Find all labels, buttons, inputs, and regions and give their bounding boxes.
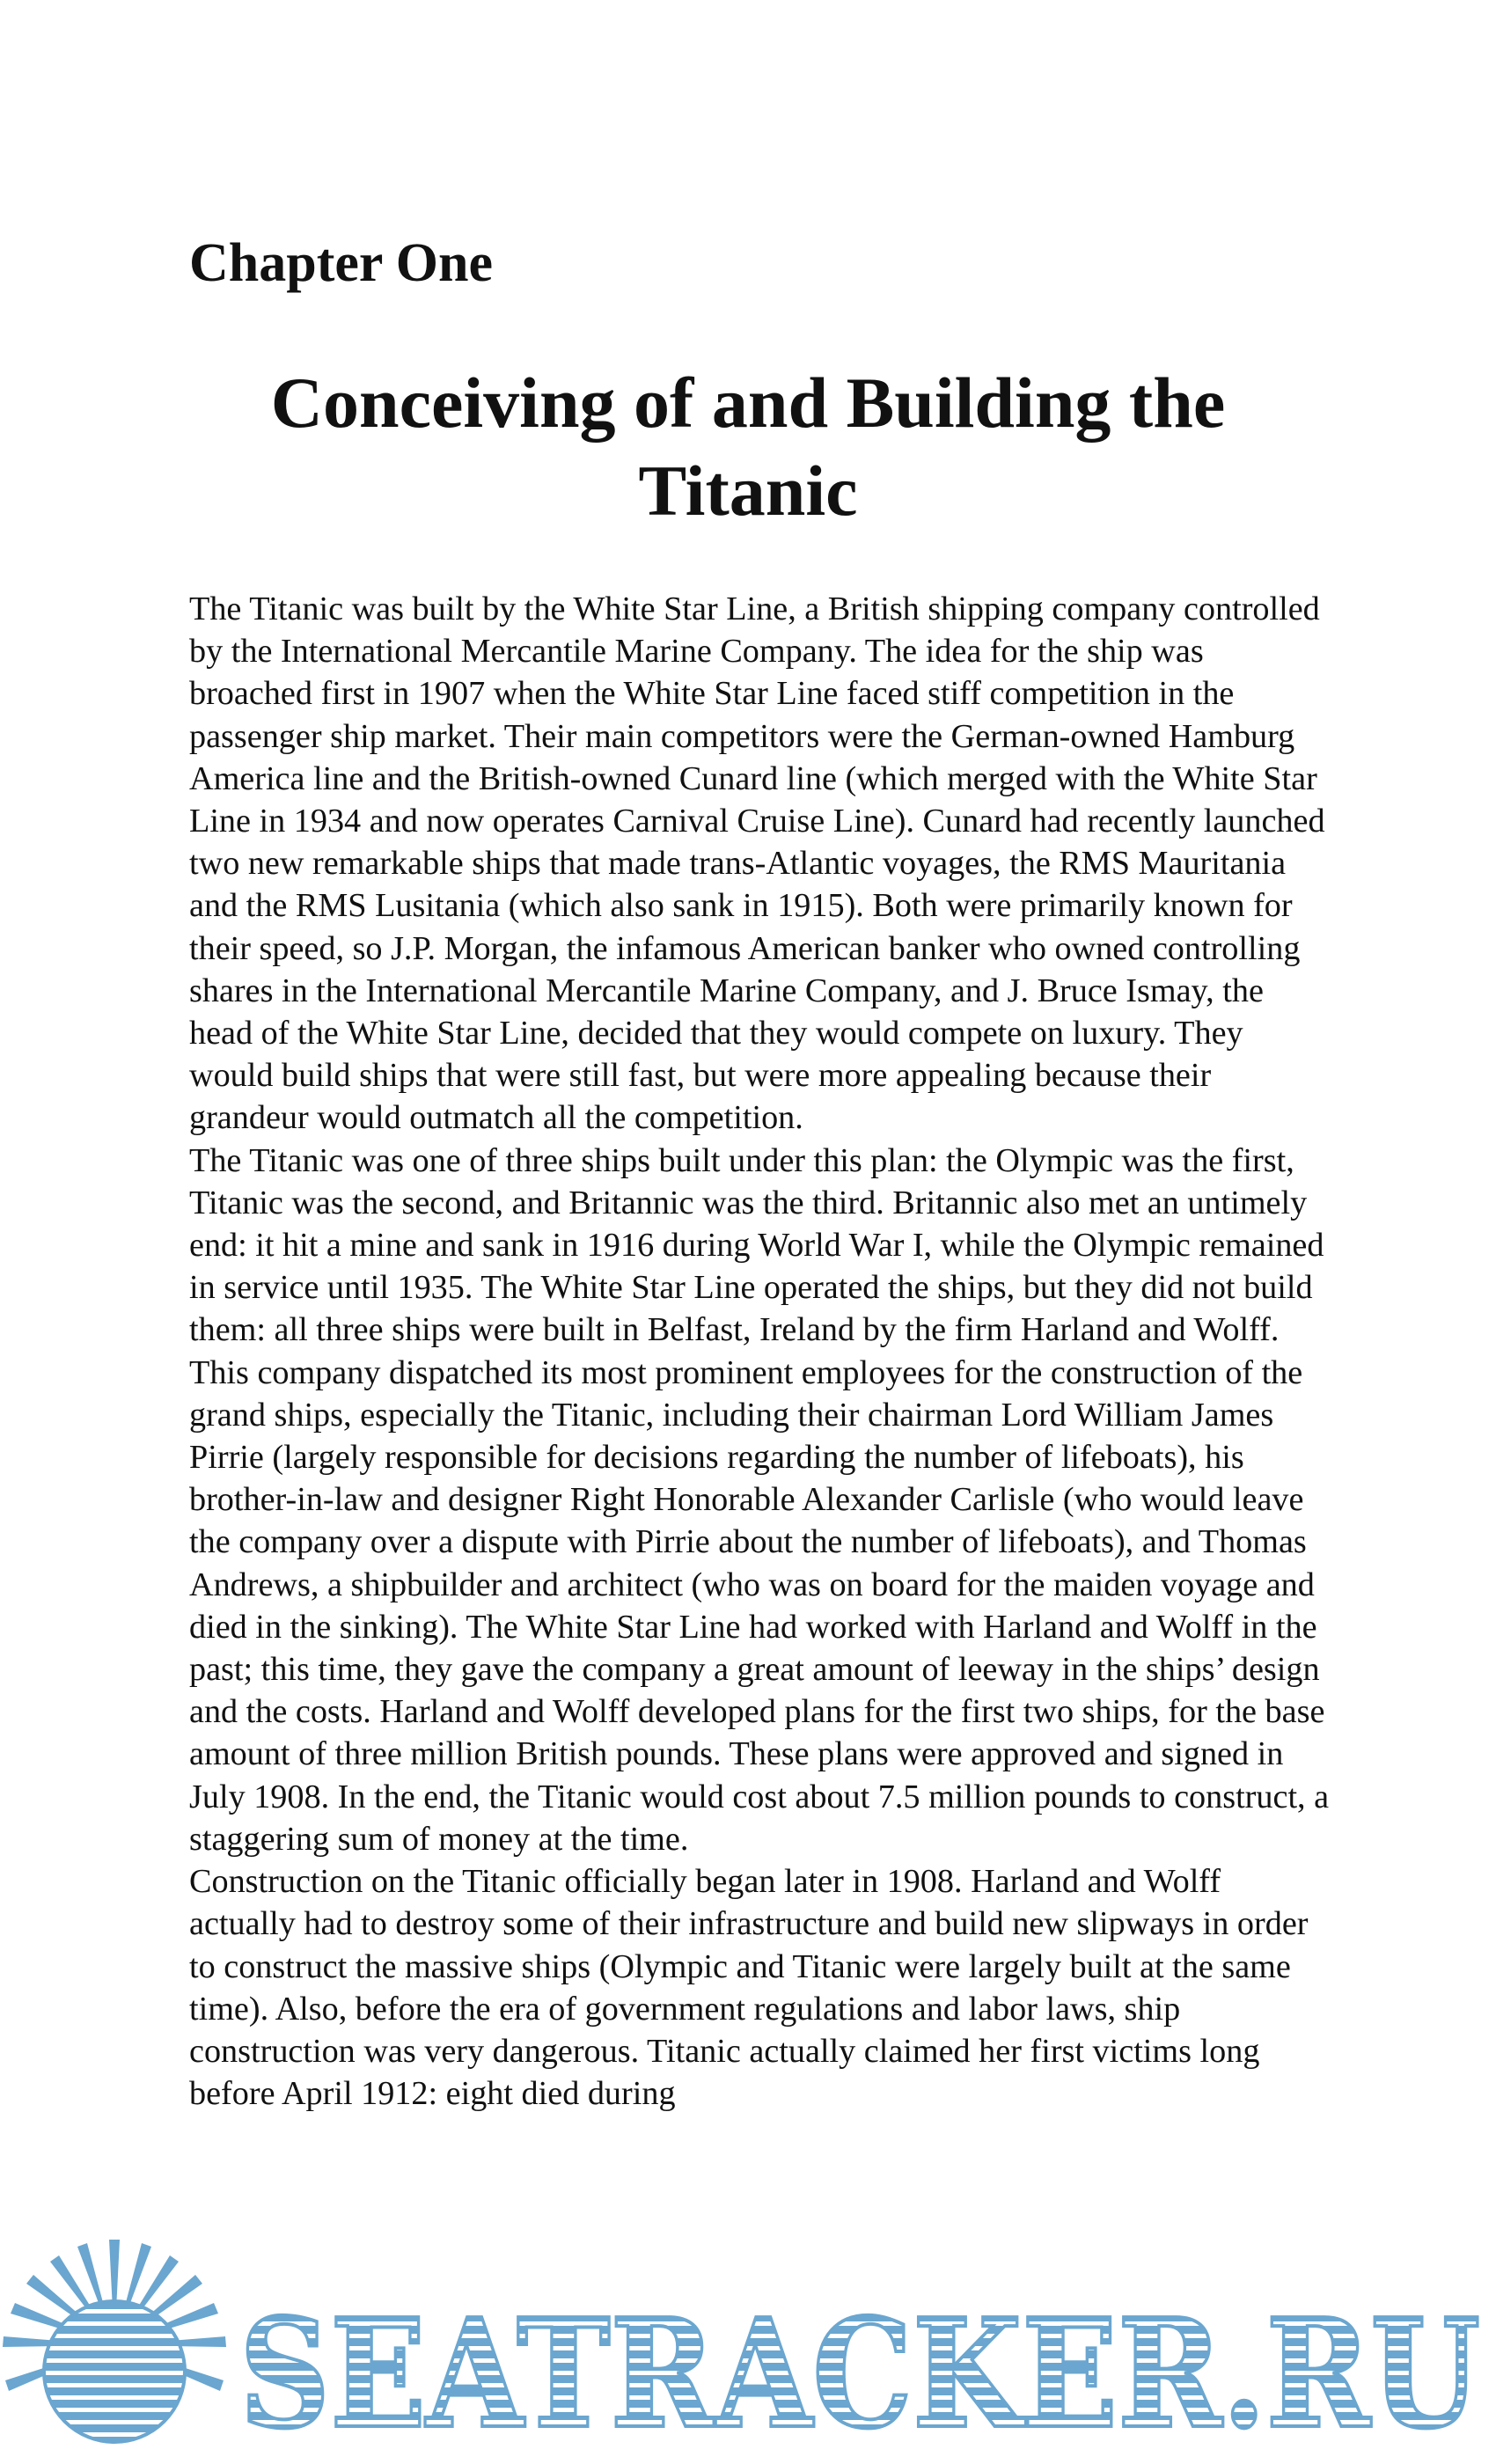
chapter-body xyxy=(189,588,1333,2115)
chapter-title: Conceiving of and Building the Titanic xyxy=(270,363,1226,532)
paragraph: The Titanic was built by the White Star Line, a British shipping company controlled by the International Mercantile Marine Company. The idea for the ship was broached first in 1907 when the White Star Line faced stiff competition in the passenger ship market. Their main competitors were the German-owned Hamburg America line and the British-owned Cunard line (which merged with the White Star Line in 1934 and now operates Carnival Cruise Line). Cunard had recently launched two new remarkable ships that made trans-Atlantic voyages, the RMS Mauritania and the RMS Lusitania (which also sank in 1915). Both were primarily known for their speed, so J.P. Morgan, the infamous American banker who owned controlling shares in the International Mercantile Marine Company, and J. Bruce Ismay, the head of the White Star Line, decided that they would compete on luxury. They would build ships that were still fast, but were more appealing because their grandeur would outmatch all the competition. xyxy=(189,590,1325,1137)
chapter-label: Chapter One xyxy=(189,233,494,293)
watermark xyxy=(0,2240,1496,2464)
watermark-text: SEATRACKER.RU xyxy=(239,2286,1480,2462)
paragraph: The Titanic was one of three ships built under this plan: the Olympic was the first, Titanic was the second, and Britannic was the third. Britannic also met an untimely end: it hit a mine and sank in 1916 during World War I, while the Olympic remained in service until 1935. The White Star Line operated the ships, but they did not build them: all three ships were built in Belfast, Ireland by the firm Harland and Wolff. This company dispatched its most prominent employees for the construction of the grand ships, especially the Titanic, including their chairman Lord William James Pirrie (largely responsible for decisions regarding the number of lifeboats), his brother-in-law and designer Right Honorable Alexander Carlisle (who would leave the company over a dispute with Pirrie about the number of lifeboats), and Thomas Andrews, a shipbuilder and architect (who was on board for the maiden voyage and died in the sinking). The White Star Line had worked with Harland and Wolff in the past; this time, they gave the company a great amount of leeway in the ships’ design and the costs. Harland and Wolff developed plans for the first two ships, for the base amount of three million British pounds. These plans were approved and signed in July 1908. In the end, the Titanic would cost about 7.5 million pounds to construct, a staggering sum of money at the time. xyxy=(189,1141,1330,1858)
paragraph: Construction on the Titanic officially began later in 1908. Harland and Wolff actually had to destroy some of their infrastructure and build new slipways in order to construct the massive ships (Olympic and Titanic were largely built at the same time). Also, before the era of government regulations and labor laws, ship construction was very dangerous. Titanic actually claimed her first victims long before April 1912: eight died during xyxy=(189,1863,1309,2113)
sun-icon xyxy=(3,2240,226,2442)
